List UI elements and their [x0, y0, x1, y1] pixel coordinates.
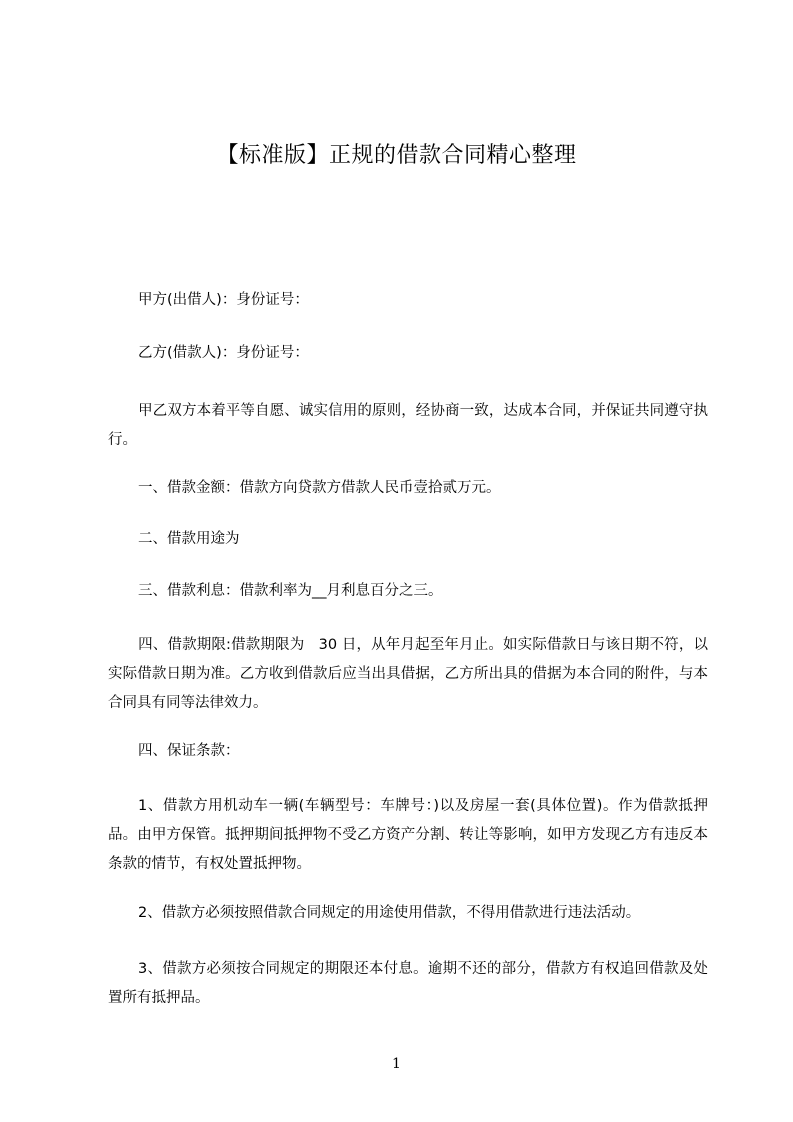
- clause-loan-purpose: [108, 525, 708, 554]
- paragraph-text: 二、借款用途为: [138, 531, 240, 547]
- guarantee-item-2: [108, 899, 708, 928]
- page-number: 1: [392, 1056, 401, 1072]
- paragraph-text: 乙方(借款人)：身份证号：: [138, 345, 309, 361]
- paragraph-preamble: [108, 397, 708, 455]
- paragraph-text: 3、借款方必须按合同规定的期限还本付息。逾期不还的部分，借款方有权追回借款及处置所有抵押品。: [108, 961, 708, 1006]
- paragraph-text: 甲乙双方本着平等自愿、诚实信用的原则，经协商一致，达成本合同，并保证共同遵守执行。: [108, 403, 708, 448]
- paragraph-text: 三、借款利息：借款利率为__月利息百分之三。: [138, 583, 443, 599]
- paragraph-text: 四、保证条款：: [138, 743, 240, 759]
- paragraph-borrower: [108, 339, 708, 368]
- paragraph-text: 1、借款方用机动车一辆(车辆型号：车牌号：)以及房屋一套(具体位置)。作为借款抵押品。由甲方保管。抵押期间抵押物不受乙方资产分割、转让等影响，如甲方发现乙方有违反本条款的情节，有权处置抵押物。: [108, 798, 708, 872]
- guarantee-item-1: [108, 792, 708, 879]
- clause-loan-term: [108, 631, 708, 718]
- paragraph-text: 一、借款金额：借款方向贷款方借款人民币壹拾贰万元。: [138, 480, 501, 496]
- clause-loan-amount: [108, 474, 708, 503]
- paragraph-lender: [108, 286, 708, 315]
- clause-loan-interest: [108, 577, 708, 606]
- paragraph-text: 甲方(出借人)：身份证号：: [138, 292, 309, 308]
- guarantee-item-3: [108, 955, 708, 1013]
- document-title: 【标准版】正规的借款合同精心整理: [216, 143, 577, 168]
- paragraph-text: 四、借款期限:借款期限为 30 日，从年月起至年月止。如实际借款日与该日期不符，以实际借款日期为准。乙方收到借款后应当出具借据，乙方所出具的借据为本合同的附件，与本合同具有同等法律效力。: [108, 637, 708, 711]
- paragraph-text: 2、借款方必须按照借款合同规定的用途使用借款，不得用借款进行违法活动。: [138, 905, 641, 921]
- clause-guarantee-heading: [108, 737, 708, 766]
